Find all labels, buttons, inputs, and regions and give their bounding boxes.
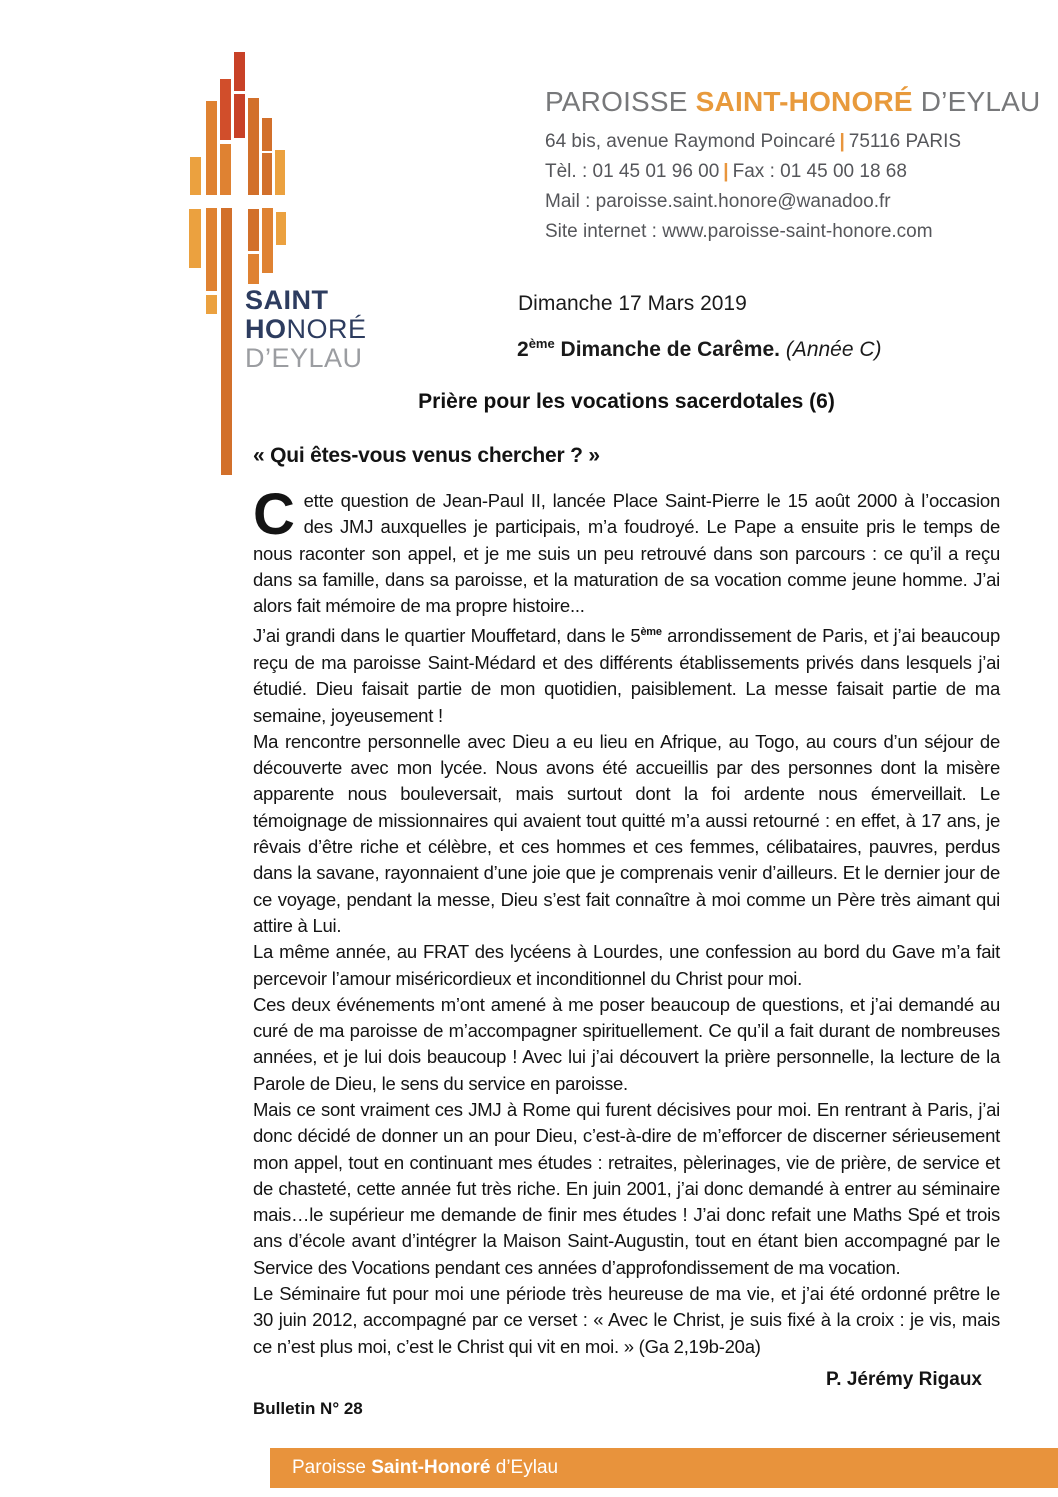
logo-wordmark-deylau: D’EYLAU — [245, 343, 363, 373]
paragraph: Cette question de Jean-Paul II, lancée Place Saint-Pierre le 15 août 2000 à l’occasion des JMJ auxquelles je participais, m’a foudroyé. Le Pape a ensuite pris le temps de nous raconter son appel, et je me suis un peu retrouvé dans son parcours : ce qu’il a reçu dans sa famille, dans sa paroisse, et la maturation de sa vocation comme jeune homme. J’ai alors fait mémoire de ma propre histoire... — [253, 482, 1000, 617]
article-title: « Qui êtes-vous venus chercher ? » — [253, 444, 600, 467]
logo-bar — [248, 209, 259, 251]
parish-logo — [186, 52, 396, 482]
paragraph: Ces deux événements m’ont amené à me poser beaucoup de questions, et j’ai demandé au curé de ma paroisse de m’accompagner spirituellement. Ce qu’il a fait durant de nombreuses années, et je lui dois beaucoup ! Avec lui j’ai découvert la prière personnelle, la lecture de la Parole de Dieu, le sens du service en paroisse. — [253, 993, 1000, 1094]
logo-bar — [276, 212, 286, 245]
article — [253, 444, 1000, 1419]
dropcap: C — [253, 482, 295, 547]
orange-separator: | — [839, 131, 845, 152]
author-signature: P. Jérémy Rigaux — [826, 1368, 982, 1390]
address-line: 64 bis, avenue Raymond Poincaré | 75116 PARIS — [545, 131, 962, 152]
website-line: Site internet : www.paroisse-saint-honore.com — [545, 221, 933, 242]
logo-bar — [206, 208, 217, 291]
logo-bar — [220, 144, 231, 195]
footer-parish-name: Paroisse Saint-Honoré d’Eylau — [292, 1457, 559, 1478]
mail-line: Mail : paroisse.saint.honore@wanadoo.fr — [545, 191, 891, 212]
orange-separator: | — [723, 161, 729, 182]
contact-block — [545, 127, 965, 247]
logo-bar — [262, 208, 273, 273]
paragraph: J’ai grandi dans le quartier Mouffetard, dans le 5ème arrondissement de Paris, et j’ai beaucoup reçu de ma paroisse Saint-Médard et des différents établissements privés dans lesquels j’ai étudié. Dieu faisait partie de mon quotidien, paisiblement. La messe faisait partie de ma semaine, joyeusement ! — [253, 625, 1001, 726]
phone-fax-line: Tèl. : 01 45 01 96 00 | Fax : 01 45 00 18 68 — [545, 161, 907, 182]
logo-bar — [275, 150, 285, 195]
parish-name: PAROISSE SAINT-HONORÉ D’EYLAU — [545, 86, 1041, 117]
logo-bar — [262, 118, 272, 151]
logo-wordmark-saint: SAINT — [245, 285, 329, 315]
paragraph: Le Séminaire fut pour moi une période très heureuse de ma vie, et j’ai été ordonné prêtre le 30 juin 2012, accompagné par ce verset : « Avec le Christ, je suis fixé à la croix : je vis, mais ce n’est plus moi, c’est le Christ qui vit en moi. » (Ga 2,19b-20a) — [253, 1283, 1000, 1357]
logo-wordmark — [245, 286, 367, 373]
logo-bar — [234, 52, 245, 91]
prayer-series-title: Prière pour les vocations sacerdotales (6) — [418, 390, 835, 413]
logo-bar — [248, 254, 259, 284]
article-body — [253, 482, 1001, 1360]
logo-bar — [189, 209, 201, 268]
logo-bar — [234, 94, 245, 138]
logo-bar — [262, 153, 272, 195]
paragraph: Mais ce sont vraiment ces JMJ à Rome qui furent décisives pour moi. En rentrant à Paris, j’ai donc décidé de donner un an pour Dieu, c’est-à-dire de m’efforcer de discerner sérieusement mon appel, tout en continuant mes études : retraites, pèlerinages, vie de prière, de service et de chasteté, cette année fut très riche. En juin 2001, j’ai donc demandé à entrer au séminaire mais…le supérieur me demande de finir mes études ! J’ai donc refait une Maths Spé et trois ans d’école avant d’intégrer la Maison Saint-Augustin, tout en étant bien accompagné par le Service des Vocations pendant ces années d’approfondissement de ma vocation. — [253, 1098, 1000, 1278]
logo-bar — [221, 208, 232, 475]
date-line: Dimanche 17 Mars 2019 — [518, 292, 747, 315]
paragraph: Ma rencontre personnelle avec Dieu a eu lieu en Afrique, au Togo, au cours d’un séjour de découverte avec mon lycée. Nous avons été accueillis par des personnes dont la misère apparente nous bouleversait, mais surtout dont la foi ardente nous émerveillait. Le témoignage de missionnaires qui avaient tout quitté m’a aussi retourné : en effet, à 17 ans, je rêvais d’être riche et célèbre, et ces hommes et ces femmes, célibataires, pauvres, perdus dans la savane, rayonnaient d’une joie que je comprenais venir d’ailleurs. Et le dernier jour de ce voyage, pendant la messe, Dieu s’est fait connaître à moi comme un Père très aimant qui attire à Lui. — [253, 730, 1000, 936]
logo-bar — [206, 101, 217, 195]
header-info — [545, 86, 1041, 247]
bulletin-number: Bulletin N° 28 — [253, 1398, 363, 1418]
logo-wordmark-honore: HONORÉ — [245, 314, 367, 344]
paragraph: La même année, au FRAT des lycéens à Lourdes, une confession au bord du Gave m’a fait percevoir l’amour miséricordieux et inconditionnel du Christ pour moi. — [253, 941, 1000, 989]
liturgical-sunday-line: 2ème Dimanche de Carême. (Année C) — [517, 336, 882, 361]
logo-bar — [220, 79, 231, 140]
logo-bar — [248, 98, 259, 195]
logo-bar — [206, 295, 217, 314]
footer-bar — [270, 1448, 1058, 1488]
logo-bar — [190, 157, 201, 195]
